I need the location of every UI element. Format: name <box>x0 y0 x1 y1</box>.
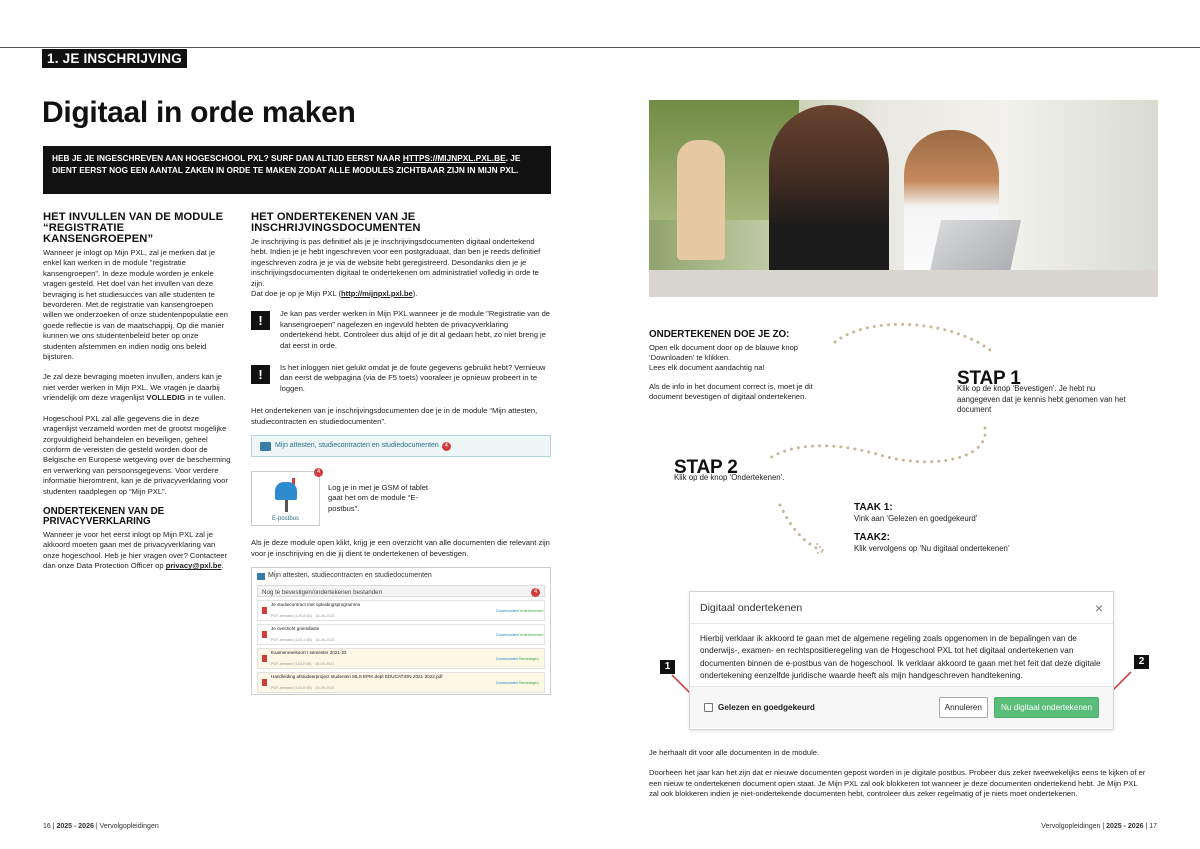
pdf-icon <box>262 679 267 686</box>
document-title <box>271 672 496 693</box>
heading-kansengroepen: HET INVULLEN VAN DE MODULE “REGISTRATIE KANSENGROEPEN” <box>43 211 224 245</box>
paragraph-privacy-data: Hogeschool PXL zal alle gegevens die in deze vragenlijst verzameld worden met de grootst mogelijke zorgvuldigheid behandelen en beveiligen, geheel conform de vereisten die gesteld worden door de Belgische en Europese wetgeving over de bescherming en verwerking van persoonsgegevens. Voor verdere informatie hieromtrent, kan je de privacyverklaring voor studenten raadplegen op “Mijn PXL”. <box>43 413 231 496</box>
paragraph-privacyverklaring <box>43 530 233 572</box>
document-title <box>271 600 496 621</box>
photo-person-main <box>769 105 889 297</box>
document-meta: PDF-bestand (118,8 kB) · 15-06-2021 <box>271 661 335 666</box>
close-icon[interactable]: × <box>1094 599 1103 616</box>
epostbus-count-badge: 4 <box>314 468 323 477</box>
paragraph-privacyverklaring-end: . <box>221 561 224 571</box>
epostbus-tile[interactable] <box>251 471 320 526</box>
sign-button[interactable]: Ondertekenen <box>518 631 544 637</box>
paragraph-ondertekenen <box>251 237 551 299</box>
pdf-icon <box>262 631 267 638</box>
photo-person-background <box>677 140 725 260</box>
footer-left-page: 16 | <box>43 823 57 830</box>
cancel-button[interactable]: Annuleren <box>939 697 988 718</box>
module-bar[interactable] <box>251 435 551 457</box>
epostbus-text: Log je in met je GSM of tablet gaat het om de module “E-postbus”. <box>328 482 429 513</box>
document-meta: PDF-bestand (143,5 kB) · 20-09-2021 <box>271 685 335 690</box>
task-1 <box>854 503 1074 525</box>
page-title: Digitaal in orde maken <box>42 96 356 129</box>
heading-ondertekenen: HET ONDERTEKENEN VAN JE INSCHRIJVINGSDOCUMENTEN <box>251 211 421 234</box>
document-title-text: Je studiecontract met opleidingsprogramma <box>271 602 361 608</box>
footer-left-label: | Vervolgopleidingen <box>93 823 159 830</box>
howto-paragraph-2: Als de info in het document correct is, moet je dit document bevestigen of digitaal ondertekenen. <box>649 381 813 402</box>
howto-paragraph-1b: Lees elk document aandachtig na! <box>649 363 765 373</box>
task-2 <box>854 533 1074 555</box>
step-2 <box>674 457 854 484</box>
footer-right-page: | 17 <box>1143 823 1157 830</box>
footer-right <box>1041 823 1157 830</box>
sign-dialog-header <box>690 592 1113 624</box>
howto-paragraph-1-text: Open elk document door op de blauwe knop ‘Downloaden’ te klikken. <box>649 342 799 362</box>
pdf-icon <box>262 655 267 662</box>
checkbox-box[interactable] <box>704 703 713 712</box>
paragraph-bevraging <box>43 372 233 403</box>
document-title <box>271 624 496 645</box>
download-button[interactable]: Downloaden <box>496 631 519 637</box>
marker-2: 2 <box>1134 655 1149 669</box>
intro-text-2: . JE DIENT EERST NOG EEN AANTAL ZAKEN IN ORDE TE MAKEN ZODAT ALLE MODULES ZICHTBAAR ZIJN IN MIJN PXL. <box>52 153 521 175</box>
module-count-badge: 4 <box>442 442 451 451</box>
download-button[interactable]: Downloaden <box>496 655 519 661</box>
read-approved-label: Gelezen en goedgekeurd <box>718 703 815 712</box>
documents-subheader-label: Nog te bevestigen/ondertekenen bestanden <box>262 589 383 597</box>
read-approved-checkbox[interactable] <box>704 703 815 712</box>
document-meta: PDF-bestand (129,8 kB) · 15-06-2021 <box>271 613 335 618</box>
footer-right-year: 2025 - 2026 <box>1106 823 1144 830</box>
exclamation-icon: ! <box>251 365 270 384</box>
folder-icon <box>257 573 265 580</box>
footnote <box>649 748 1149 810</box>
dotted-path-top <box>835 324 990 350</box>
table-row[interactable] <box>257 624 545 645</box>
footer-right-label: Vervolgopleidingen | <box>1041 823 1107 830</box>
footer-left <box>43 823 159 830</box>
footnote-paragraph-1: Je herhaalt dit voor alle documenten in de module. <box>649 748 820 757</box>
exclamation-icon: ! <box>251 311 270 330</box>
marker-1: 1 <box>660 660 675 674</box>
document-title-text: Je overzicht griendlaste <box>271 626 320 632</box>
intro-link[interactable]: HTTPS://MIJNPXL.PXL.BE <box>402 153 506 163</box>
sign-dialog-body: Hierbij verklaar ik akkoord te gaan met de algemene regeling zoals opgenomen in de bepalingen van de onderwijs-, examen- en rechtspositieregeling van de Hogeschool PXL tot het digitaal ondertekenen van documenten binnen de e-postbus van de hogeschool. Ik verklaar akkoord te gaan met het feit dat deze digitale ondertekening eenzelfde juridische waarde heeft als mijn handgeschreven handtekening. <box>700 634 1101 681</box>
paragraph-privacyverklaring-text: Wanneer je voor het eerst inlogt op Mijn PXL zal je akkoord moeten gaan met de privacyverklaring van onze hogeschool. Heb je hier vragen over? Contacteer dan onze Data Protection Officer op <box>43 529 228 571</box>
documents-count-badge: 4 <box>531 588 540 597</box>
tasks <box>854 503 1074 563</box>
howto-paragraph-1 <box>649 343 819 374</box>
paragraph-bevraging-emphasis: VOLLEDIG <box>146 393 186 403</box>
epostbus-row <box>251 471 551 526</box>
paragraph-ondertekenen-end: ). <box>412 289 418 299</box>
heading-privacyverklaring: ONDERTEKENEN VAN DE PRIVACYVERKLARING <box>43 505 165 528</box>
paragraph-overview: Als je deze module open klikt, krijg je een overzicht van alle documenten die relevant zijn voor je inschrijving en die jij dient te ondertekenen of bevestigen. <box>251 538 550 558</box>
paragraph-bevraging-end: in te vullen. <box>185 393 226 403</box>
document-title-text: Handleiding afstudeerproject studenten MLS EPIK dept EDUCATION 2021-2022.pdf <box>271 674 443 680</box>
sign-dialog-title: Digitaal ondertekenen <box>700 601 803 614</box>
column-left <box>43 212 233 582</box>
paragraph-bevraging-text: Je zal deze bevraging moeten invullen, anders kan je niet verder werken in Mijn PXL. We vragen je daarbij vriendelijk om deze vragenlijst <box>43 372 222 403</box>
step-1-title: STAP 1 <box>957 368 1021 389</box>
sign-now-button[interactable]: Nu digitaal ondertekenen <box>994 697 1099 718</box>
privacy-email-link[interactable]: privacy@pxl.be <box>165 561 222 571</box>
paragraph-ondertekenen-text: Je inschrijving is pas definitief als je je inschrijvingsdocumenten digitaal ondertekend hebt. Indien je je hebt ingeschreven voor een postgraduaat, dan ben je reeds definitief ingeschreven zodra je je via de website hebt geregistreerd. Desondanks dien je je inschrijvingsdocumenten digitaal te ondertekenen om administratief volledig in orde te zijn. <box>251 237 541 288</box>
warning-login-text: Is het inloggen niet gelukt omdat je de foute gegevens gebruikt hebt? Vernieuw dan eerst de webpagina (via de F5 toets) vooraleer je opnieuw probeert in te loggen. <box>280 363 546 393</box>
top-rule <box>0 47 1200 48</box>
dialog-buttons <box>939 697 1099 718</box>
task-1-text: Vink aan ‘Gelezen en goedgekeurd’ <box>854 514 978 524</box>
download-button[interactable]: Downloaden <box>496 607 519 613</box>
warning-login <box>251 363 551 394</box>
sign-button[interactable]: Ondertekenen <box>518 607 544 613</box>
task-2-text: Klik vervolgens op ‘Nu digitaal ondertekenen’ <box>854 544 1010 554</box>
paragraph-module: Het ondertekenen van je inschrijvingsdocumenten doe je in de module “Mijn attesten, studiecontracten en studiedocumenten”. <box>251 406 538 426</box>
column-middle <box>251 212 551 695</box>
folder-icon <box>260 442 271 451</box>
documents-subheader <box>257 585 545 597</box>
warning-kansengroepen <box>251 309 551 351</box>
step-1 <box>957 368 1137 416</box>
howto-heading: ONDERTEKENEN DOE JE ZO: <box>649 329 790 340</box>
warning-kansengroepen-text: Je kan pas verder werken in Mijn PXL wanneer je de module "Registratie van de kansengroepen" nagelezen en ingevuld hebten de privacyverklaring ondertekend hebt. Controleer dus altijd of je dit al gedaan hebt, zo niet breng je dat eerst in orde. <box>280 309 551 350</box>
sign-dialog-footer <box>690 686 1113 728</box>
documents-header <box>257 571 545 581</box>
module-bar-label: Mijn attesten, studiecontracten en studiedocumenten <box>275 441 439 449</box>
pdf-icon <box>262 607 267 614</box>
document-title <box>271 648 496 669</box>
step-2-title: STAP 2 <box>674 457 738 478</box>
mailbox-pole-icon <box>285 500 288 512</box>
students-photo <box>649 100 1158 297</box>
howto-block <box>649 330 819 411</box>
sign-button[interactable]: Bevestigen <box>519 679 539 685</box>
intro-box <box>43 146 551 194</box>
dotted-path-middle <box>770 428 985 462</box>
dotted-path-bottom <box>780 505 820 550</box>
task-1-title: TAAK 1: <box>854 502 893 513</box>
step-1-text: Klik op de knop ‘Bevestigen’. Je hebt nu aangegeven dat je kennis hebt genomen van het document <box>957 384 1126 415</box>
sign-button[interactable]: Bevestigen <box>519 655 539 661</box>
intro-text-1: HEB JE JE INGESCHREVEN AAN HOGESCHOOL PXL? SURF DAN ALTIJD EERST NAAR <box>52 153 403 163</box>
epostbus-label: E-postbus <box>271 516 299 523</box>
paragraph-ondertekenen-mijnpxl: Dat doe je op je Mijn PXL ( <box>251 289 342 299</box>
footer-left-year: 2025 - 2026 <box>56 823 94 830</box>
photo-desk <box>649 270 1158 297</box>
section-tag: 1. JE INSCHRIJVING <box>42 49 187 68</box>
table-row[interactable] <box>257 648 545 669</box>
table-row[interactable] <box>257 672 545 693</box>
documents-header-label: Mijn attesten, studiecontracten en studiedocumenten <box>268 571 432 579</box>
documents-screenshot <box>251 567 551 695</box>
paragraph-kansengroepen: Wanneer je inlogt op Mijn PXL, zal je merken dat je enkel kan werken in de module "registratie kansengroepen". In deze module worden je enkele vragen gesteld. Het doel van het invullen van deze bevraging is het studiesucces van alle studenten te bevorderen. Met de registratie van kansengroepen willen we onderzoeken of onze studentenpopulatie een goede reflectie is van de maatschappij. Op die manier kunnen we ons studentenbeleid beter op onze studenten afstemmen en indien nodig ons beleid bijsturen. <box>43 248 228 362</box>
mailbox-icon <box>275 482 297 500</box>
document-title-text: Examenreelsoort I semester 2021-22 <box>271 650 347 656</box>
document-meta: PDF-bestand (143,4 kB) · 15-06-2021 <box>271 637 335 642</box>
dotted-arrow-head <box>815 544 824 554</box>
step-2-text: Klik op de knop ‘Ondertekenen’. <box>674 473 785 483</box>
table-row[interactable] <box>257 600 545 621</box>
mijnpxl-link[interactable]: http://mijnpxl.pxl.be <box>341 289 413 299</box>
documents-list <box>257 600 545 693</box>
sign-dialog <box>689 591 1114 730</box>
download-button[interactable]: Downloaden <box>496 679 519 685</box>
task-2-title: TAAK2: <box>854 531 890 543</box>
footnote-paragraph-2: Doorheen het jaar kan het zijn dat er nieuwe documenten gepost worden in je digitale postbus. Probeer dus zeker tweewekelijks eens te kijken of er een nieuw te ondertekenen document open staat. Je Mijn PXL zal ook blokkeren tot wanneer je deze documenten ondertekend hebt. Je Mijn PXL zal ook blokkeren indien je niet-ondertekende documenten hebt, controleer dus zeker regelmatig of je niets moet ondertekenen. <box>649 768 1146 799</box>
